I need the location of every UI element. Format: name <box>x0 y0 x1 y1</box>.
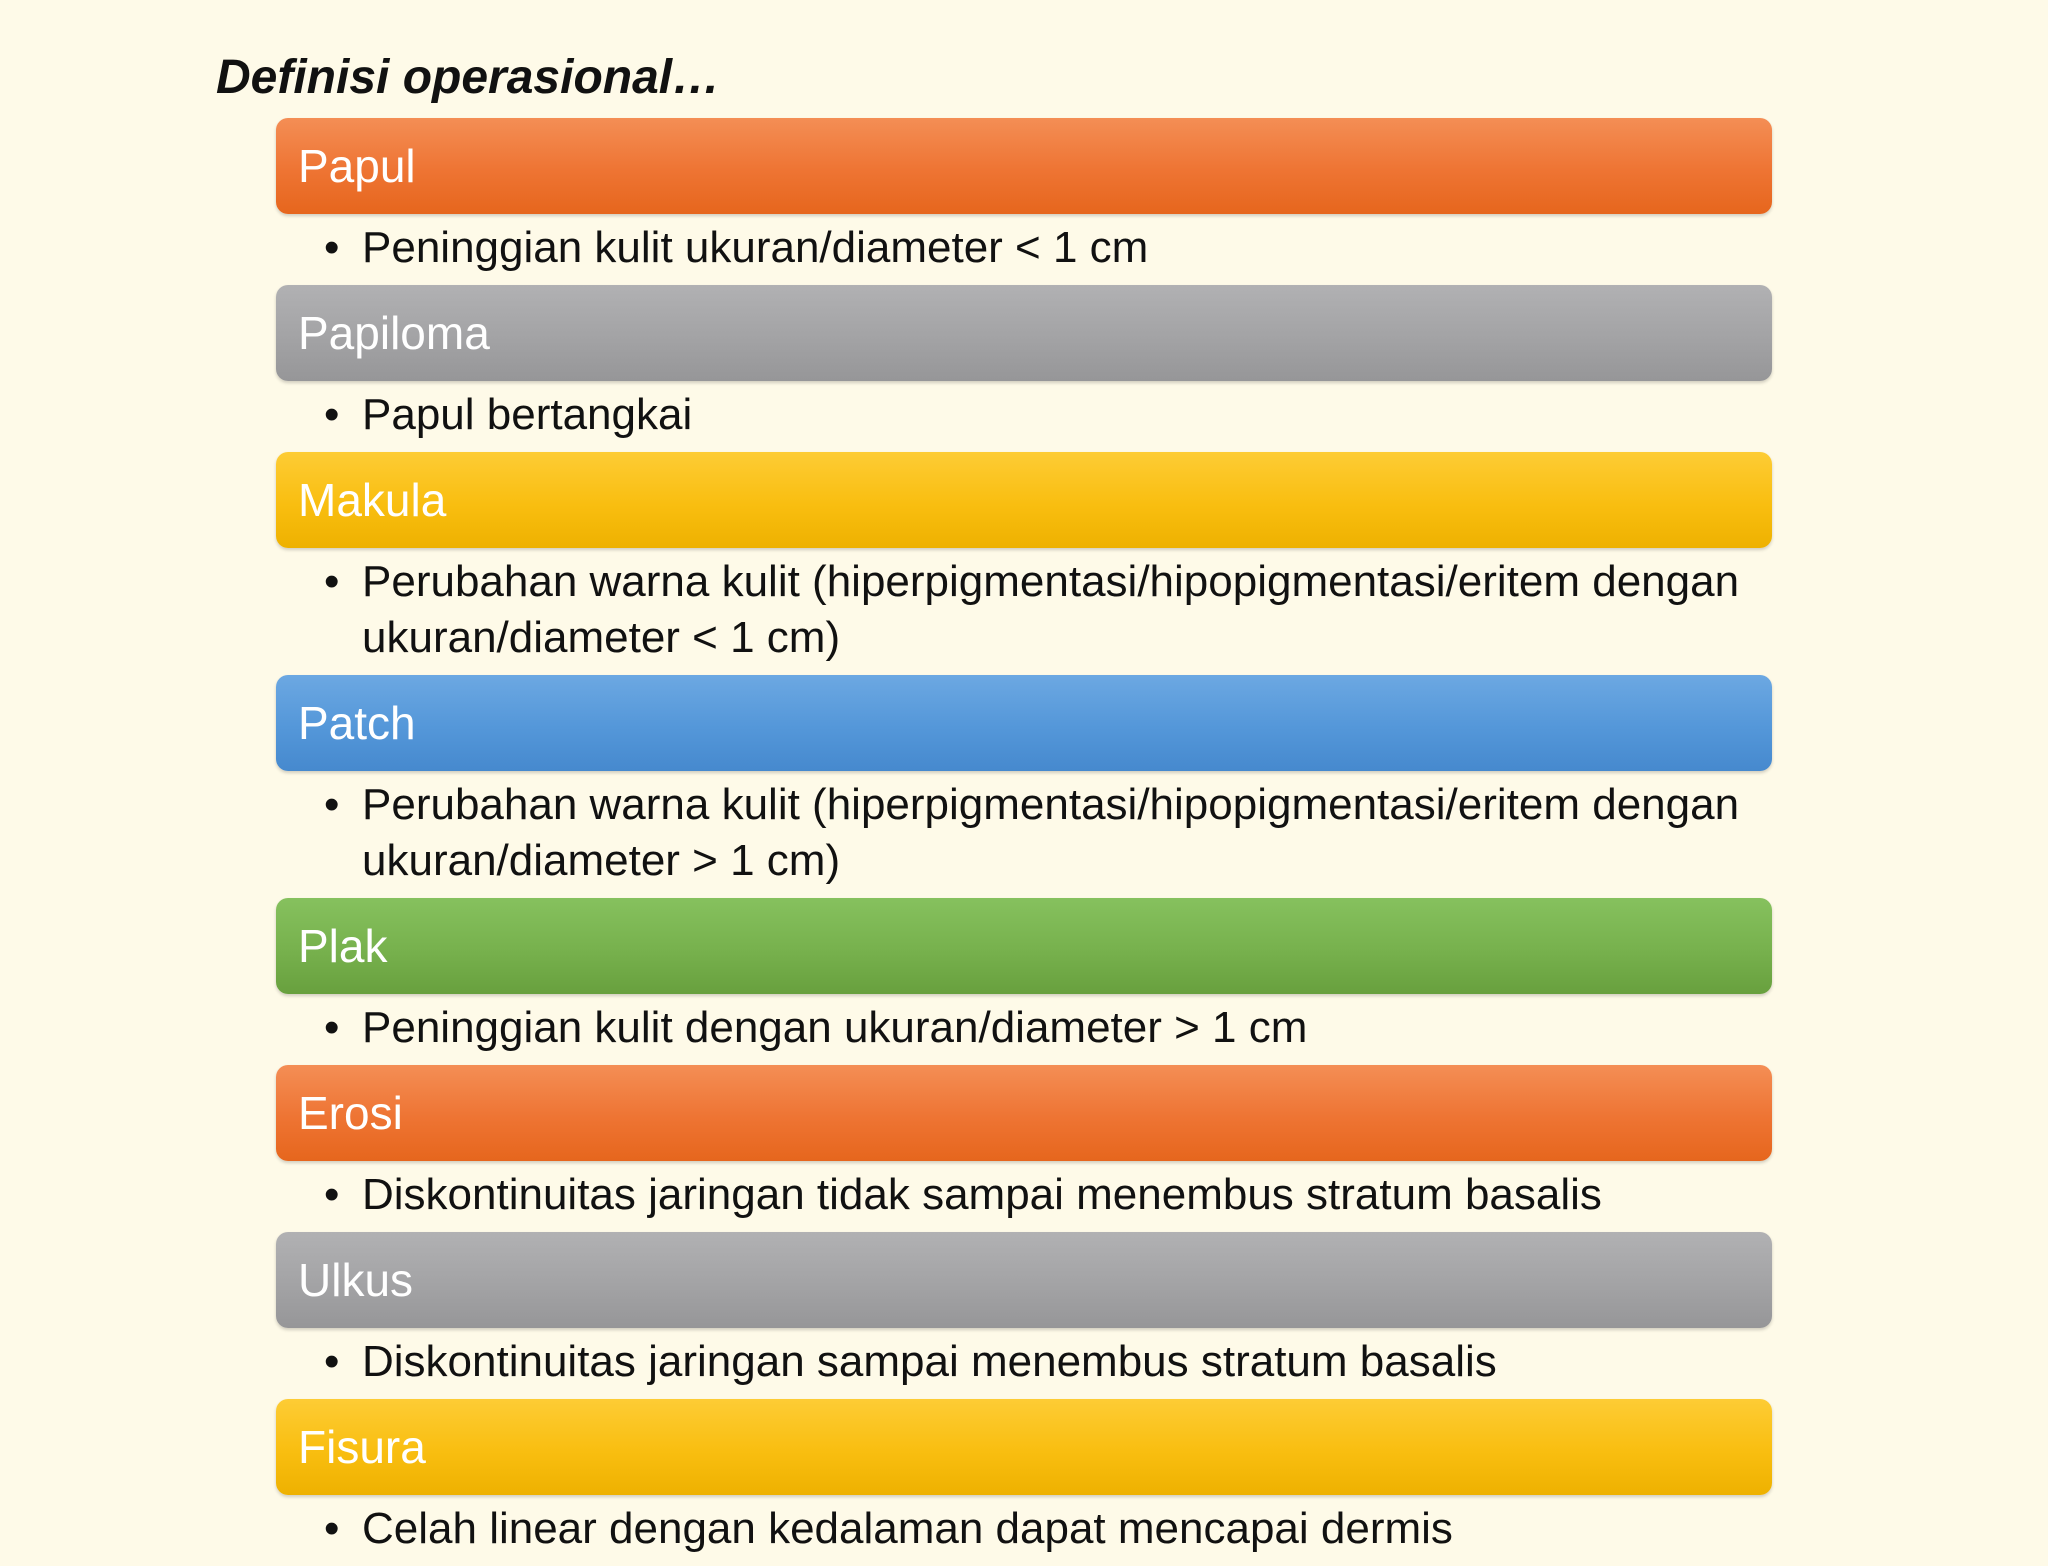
definition-list <box>276 118 1772 1566</box>
definition-plak <box>276 994 1772 1065</box>
bullet-icon: • <box>324 1170 340 1219</box>
definition-text: Diskontinuitas jaringan sampai menembus stratum basalis <box>362 1337 1497 1386</box>
term-header-makula: Makula <box>276 452 1772 548</box>
term-header-ulkus: Ulkus <box>276 1232 1772 1328</box>
definition-text: Diskontinuitas jaringan tidak sampai menembus stratum basalis <box>362 1170 1602 1219</box>
definition-text: Peninggian kulit ukuran/diameter < 1 cm <box>362 223 1149 272</box>
term-header-patch: Patch <box>276 675 1772 771</box>
definition-ulkus <box>276 1328 1772 1399</box>
bullet-icon: • <box>324 557 340 606</box>
term-header-papul: Papul <box>276 118 1772 214</box>
definition-text: Perubahan warna kulit (hiperpigmentasi/hipopigmentasi/eritem dengan ukuran/diameter > 1 cm) <box>362 780 1740 885</box>
definition-text: Peninggian kulit dengan ukuran/diameter > 1 cm <box>362 1003 1308 1052</box>
definition-fisura <box>276 1495 1772 1566</box>
definition-papul <box>276 214 1772 285</box>
bullet-icon: • <box>324 390 340 439</box>
definition-makula <box>276 548 1772 675</box>
term-header-papiloma: Papiloma <box>276 285 1772 381</box>
bullet-icon: • <box>324 780 340 829</box>
definition-erosi <box>276 1161 1772 1232</box>
slide-title: Definisi operasional… <box>216 51 721 104</box>
definition-text: Perubahan warna kulit (hiperpigmentasi/hipopigmentasi/eritem dengan ukuran/diameter < 1 cm) <box>362 557 1740 662</box>
term-header-fisura: Fisura <box>276 1399 1772 1495</box>
definition-text: Papul bertangkai <box>362 390 693 439</box>
bullet-icon: • <box>324 223 340 272</box>
definition-patch <box>276 771 1772 898</box>
term-header-erosi: Erosi <box>276 1065 1772 1161</box>
definition-papiloma <box>276 381 1772 452</box>
bullet-icon: • <box>324 1504 340 1553</box>
definition-text: Celah linear dengan kedalaman dapat mencapai dermis <box>362 1504 1453 1553</box>
bullet-icon: • <box>324 1337 340 1386</box>
term-header-plak: Plak <box>276 898 1772 994</box>
bullet-icon: • <box>324 1003 340 1052</box>
